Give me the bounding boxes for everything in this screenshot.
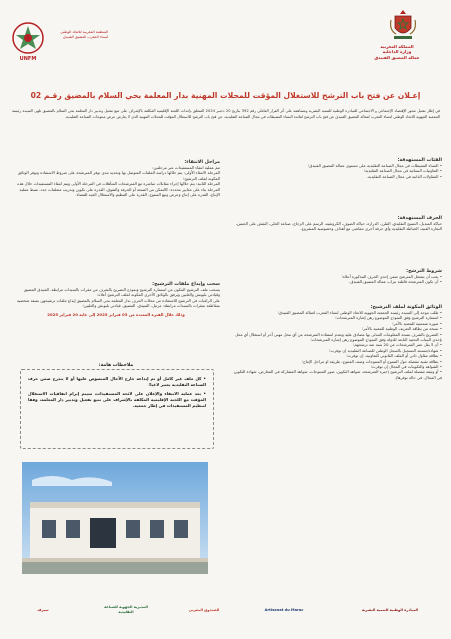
list-item: • النساء النشيطات في مجال الصناعة التقليدية على مستوى عمالة المضيق الفنيدق؛	[232, 163, 442, 168]
announcement-title: إعـلان عن فتح باب الترشح للاستغلال المؤقت للمحلات المهنية بدار المعلمة بحي السلام بالمضيق رقـم 02	[30, 91, 421, 100]
list-item: • استمارة الترشيح وفق النموذج الموضوع رهن إشارة المترشحات؛	[232, 315, 442, 320]
sponsor-logo	[14, 590, 72, 630]
stage-one-text: المرحلة الانتقاء الأولى: يتم خلالها دراسة الملفات المتوصل بها وتحديد مدى توفر المترشحة على شروط الاستفادة وتوفر الوثائق المكونة لملف الترشيح؛	[17, 170, 220, 181]
building-photo	[22, 462, 208, 574]
crafts-text: حياكة المنديل، النسيج التقليدي، الطرز، الدرازة، حياكة الصوف، الكروشيه، الرسم على الزجاج، صناعة الحلي، النقش على الجبس، النجارة الفنية، الخياطة التقليدية وأي حرفة أخرى تتماشى مع أهداف وخصوصية المشروع.	[235, 221, 442, 232]
list-item: • بطاقة مقاول ذاتي أو الملف القانوني للتعاونية، إن توفرت؛	[232, 353, 442, 358]
crafts-heading: الحرف المستهدفة:	[397, 216, 442, 221]
list-item: • التصريح بالشرف بصحة المعلومات المدلى بها مصادق عليه وبعدم استفادة المترشحة من أي محل مهني آخر أو استغلال أي محل بإحدى البنيات التحتية التابعة للدولة وفق النموذج الموضوع رهن إشارة المترشحات؛	[232, 332, 442, 343]
sponsor-label: الصندوق المغربي	[188, 607, 220, 612]
deposit-text-2: على الراغبات في الترشيح للاستفادة من محلات الحرف بدار المعلمة بحي السلام بالمضيق إيداع ملفات ترشيحهن بصفة شخصية بمقاطعة بمقرات بالسيدات مرابطة: مرتيل، الفنيدق، المضيق، قيادتي بليونش والعليين؛	[16, 297, 220, 309]
sponsor-logo	[96, 590, 156, 630]
conditions-heading: شروط الترشح:	[406, 269, 442, 274]
notes-list	[28, 376, 206, 409]
sponsor-label: Artisanat du Maroc	[264, 607, 304, 612]
list-item: • طلب موجه إلى السيدة رئيسة الجمعية الجهوية للاتحاد الوطني لنساء المغرب لعمالة المضيق الفنيدق؛	[232, 310, 442, 315]
note-item: • كل ملف غير كامل أو تم إيداعه خارج الآجال المنصوص عليها أو لا يندرج ضمن حرف الصناعة التقليدية يعتبر لاغيا؛	[28, 376, 206, 388]
list-item: • نسخة من بطاقة التعريف الوطنية للمعنية بالأمر؛	[232, 326, 442, 331]
sponsor-logo	[340, 590, 440, 630]
target-groups-section	[232, 158, 442, 179]
sponsor-label: المديرية الجهوية للصناعة التقليدية	[104, 605, 148, 614]
list-item: • أن لا يقل عمر المترشحات عن 20 سنة عند ترشحهم؛	[232, 342, 442, 347]
list-item: • صورة شمسية للمعنية بالأمر؛	[232, 321, 442, 326]
list-item: • أو وثيقة مفصلة لملف الترشيح (خبرة المترشحة، شواهد التكوين، صور المنتوجات، شواهد المشاركة في المعارض، شهادة التكوين في المجال، في حالة توفرها).	[232, 369, 442, 380]
ministry-name: وزارة الداخلية	[382, 49, 412, 55]
stage-two-text: المرحلة الثانية: يتم خلالها إجراء مقابلات مباشرة مع المترشحات المتأهلات في المرحلة الأولى ويتم انتقاء المستفيدات خلال هذه المرحلة بناء على معايير محددة: كالتمكن من الصنعة أو الحرفة والتفوق، القدرة على تكوين وتدريب متعلمات جدد، ضبط عملية الإنتاج، القدرة على إنتاج وعرض وبيع المنتوج، القدرة على التنظيم والاستغلال الجيد للفضاء.	[17, 181, 220, 198]
selection-stages-section	[12, 160, 220, 197]
list-item: • المقاولات الذاتية في مجال الصناعة التقليدية.	[232, 174, 442, 179]
selection-intro: تتم عملية انتقاء المستفيدات عبر مرحلتين:	[152, 165, 220, 170]
list-item: • بطاقة تقنية مفصلة حول المنتوج أو المنتوجات وصف المنتوج، طريقة او مراحل الإنتاج؛	[232, 359, 442, 364]
deposit-text: يسحب ملف الترشيح المكون من استمارة الترشيح ونموذج التصريح بالشرف من مقرات بالسيدات مرابطة، الفنيدق المضيق وقيادتي بليونش والعليين ويرفق بالوثائق الأخرى المكونة لملف الترشيح أعلاه؛	[23, 287, 220, 298]
intro-paragraph: في إطار تفعيل محور الإقتصاد الإجتماعي و الاجتماعي للمبادرة الوطنية للتنمية البشرية ومساهمة على أثر القرار العاملي رقم 392 بتاريخ 20 دجنبر 2024 المتعلق بإحداث اللجنة الإقليمية المكلفة بالإشراف على تتبع تفعيل وتدبير دار المعلمة بحي السلام بالمضيق تلهى السيدة رئيسة الجمعية الجهوية للاتحاد الوطني لنساء المغرب لعمالة المضيق الفنيدق عن فتح باب الترشح لفائدة النساء النشيطات في مجال الصناعة التقليدية، عن فتح باب الترشح للاستغلال المؤقت للمحلات المهنية الذي لا يعارض عرض منتوجات الصناعة التقليدية.	[12, 109, 441, 119]
prefecture-name: عمالة المضيق الفنيدق	[374, 54, 420, 60]
unfm-label: UNFM	[19, 56, 37, 62]
moroccan-crest-icon	[388, 8, 418, 42]
list-item: • أن تكون المترشحة قاطنة بتراب عمالة المضيق-الفنيدق.	[232, 279, 442, 284]
selection-heading: مراحل الانتقاء:	[184, 160, 220, 165]
documents-section	[232, 305, 442, 380]
deposit-heading: سحب وإيداع ملفات الترشيح:	[152, 282, 220, 287]
sponsor-logo	[252, 590, 316, 630]
target-groups-heading: الفئات المستهدفة:	[397, 158, 442, 163]
documents-heading: الوثائق المكونة لملف الترشيح:	[370, 305, 442, 310]
unfm-logo-icon	[8, 20, 48, 56]
conditions-section	[232, 269, 442, 285]
list-item: • الشواهد والتكوينات في المجال إن توفرت؛	[232, 364, 442, 369]
crafts-section	[232, 216, 442, 232]
country-name: المملكة المغربية	[380, 44, 414, 49]
ministry-header	[352, 44, 442, 60]
deposit-section	[12, 282, 220, 317]
left-org-text: المنظمة المغربية للاتحاد الوطني لنساء المغرب المضيق الفنيدق	[60, 30, 108, 39]
sponsor-logo	[174, 590, 234, 630]
list-item: • شهادة/مستند التسجيل بالسجل الوطني للصناعة التقليدية إن توفرت؛	[232, 348, 442, 353]
sponsor-label: المبادرة الوطنية للتنمية البشرية	[361, 607, 419, 612]
notes-heading: ملاحظات هامة:	[96, 363, 136, 368]
deadline-text: وذلك خلال الفترة الممتدة من 05 فبراير 2025 إلى غاية 20 فبراير 2025	[47, 311, 185, 317]
note-item: • بعد عملية الانتقاء والإعلان على لائحة المستفيدات، سيتم إبرام اتفاقيات الاستغلال المؤقت مع اللجنة الإقليمية المكلفة بالإشراف على تتبع تفعيل وتدبير دار المعلمة، وفقا لتنظيم المستفيدات في إطار جمعية.	[28, 391, 206, 409]
sponsor-label: سيرف	[37, 607, 49, 612]
list-item: • يجب أن يشتغل المترشح ضمن إحدى الحرف المذكورة أعلاه؛	[232, 274, 442, 279]
list-item: • التعاونيات النسائية في مجال الصناعة التقليدية؛	[232, 168, 442, 173]
